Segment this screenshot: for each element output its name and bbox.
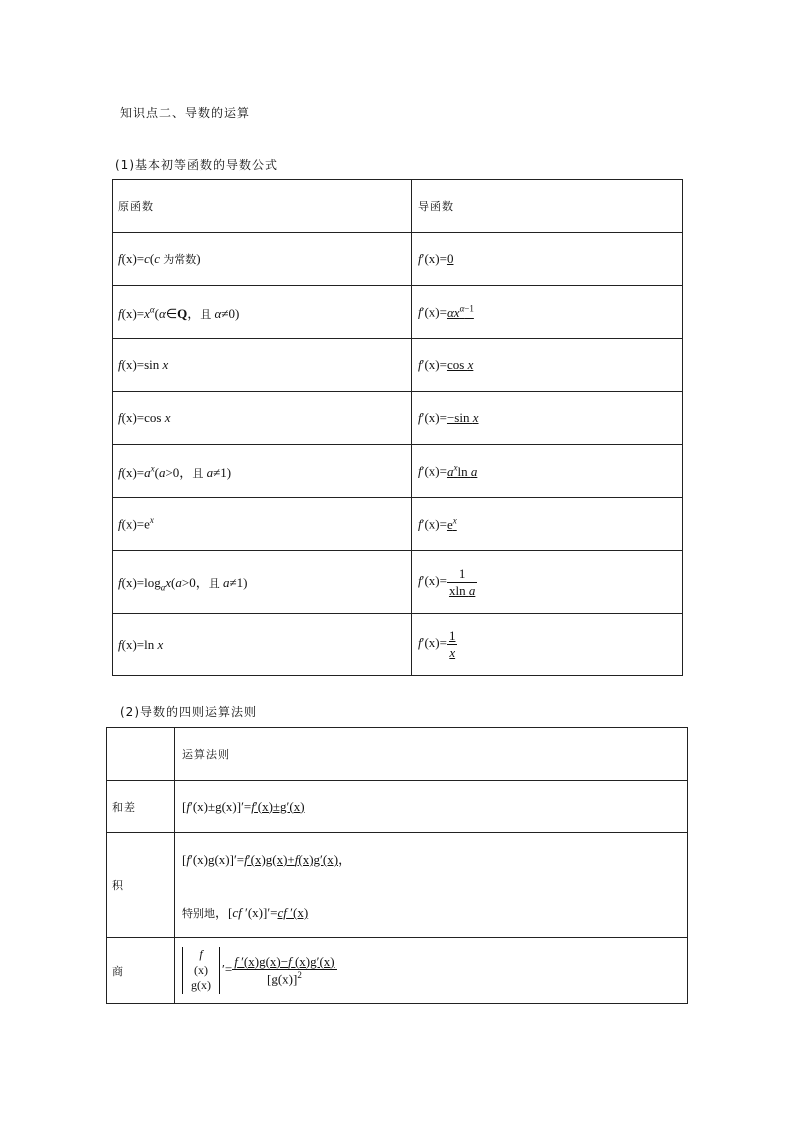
table-row [113,233,683,286]
table-row [113,339,683,392]
derivative-cell: f′(x)=−sin x [412,392,683,445]
rule-cell: [f′(x)g(x)]′=f′(x)g(x)+f(x)g′(x)， 特别地，[cf ′(x)]′=cf ′(x) [175,833,688,938]
table-row [113,286,683,339]
rule-name-cell: 和差 [107,781,175,833]
empty-header-cell [107,728,175,781]
derivative-cell: $f'(x)=\alpha x^{\alpha-1}$ [412,286,683,339]
function-cell: f(x)=cos x [113,392,412,445]
table-row [113,551,683,614]
table-header-row [107,728,688,781]
rule-name-cell: 商 [107,938,175,1004]
table-row [107,833,688,938]
table-row [113,614,683,676]
derivative-cell: $f'(x)=a^x\ln$ a [412,445,683,498]
header-rule: 运算法则 [175,728,688,781]
derivative-cell: f′(x)=cos x [412,339,683,392]
function-cell: $f(x)=\log_ax(a>0$，且 a≠1) [113,551,412,614]
table-row [113,392,683,445]
derivative-cell: f′(x)=0 [412,233,683,286]
header-original-function: 原函数 [113,180,412,233]
table-row [107,938,688,1004]
table2-caption: (2)导数的四则运算法则 [120,705,257,719]
function-cell: f(x)=sin x [113,339,412,392]
section-heading: 知识点二、导数的运算 [120,106,251,120]
derivative-cell: f′(x)= $\frac{1}{\text{xln a}}$ [412,551,683,614]
rule-cell: f (x) g(x) ′= $\frac{f '(x)g(x)-f (x)g'(x)}{[g(x)]^2}$ [175,938,688,1004]
table-row [107,781,688,833]
function-cell: $f(x)=e^x$ [113,498,412,551]
derivative-rules-table [106,727,688,1004]
derivative-formula-table [112,179,683,676]
rule-name-cell: 积 [107,833,175,938]
function-cell: $f(x)=x^\alpha(\alpha\in Q$，且 α≠0) [113,286,412,339]
function-cell: f(x)=ln x [113,614,412,676]
function-cell: f(x)=c(c 为常数) [113,233,412,286]
table1-caption: (1)基本初等函数的导数公式 [115,158,278,172]
derivative-cell: $f'(x)=e^x$ [412,498,683,551]
function-cell: $f(x)=a^x(a>0$，且 a≠1) [113,445,412,498]
header-derivative-function: 导函数 [412,180,683,233]
table-row [113,445,683,498]
rule-cell: [f′(x)±g(x)]′=f′(x)±g′(x) [175,781,688,833]
derivative-cell: f′(x)= $\frac{1}{x}$ [412,614,683,676]
table-header-row [113,180,683,233]
table-row [113,498,683,551]
